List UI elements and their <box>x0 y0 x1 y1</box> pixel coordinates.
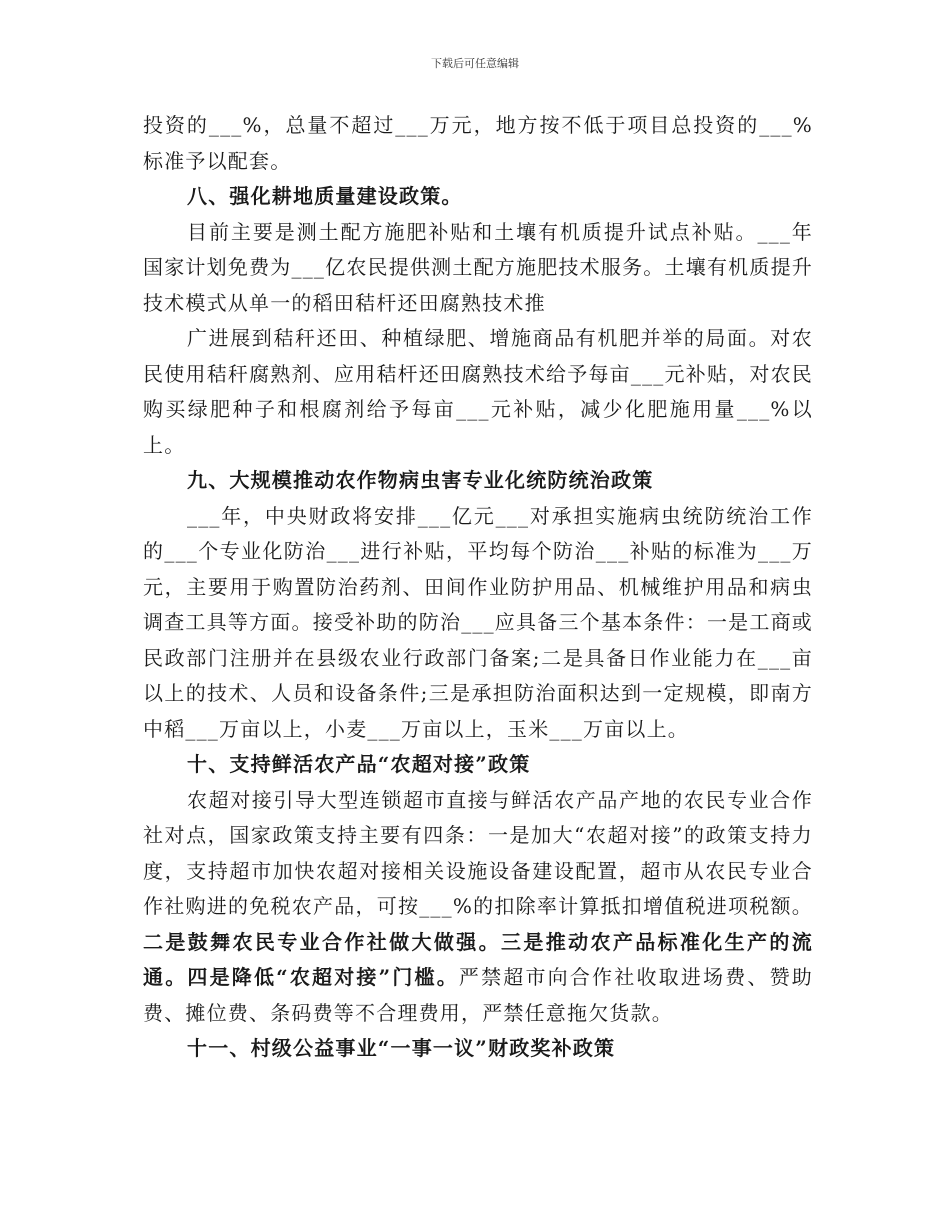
heading-section-9: 九、大规模推动农作物病虫害专业化统防统治政策 <box>187 468 654 492</box>
heading-section-8: 八、强化耕地质量建设政策。 <box>187 184 463 208</box>
document-body <box>143 108 813 1067</box>
farm-supermarket-text-bold: 二是鼓舞农民专业合作社做大做强。三是推动农产品标准化生产的流通。四是降低“农超对接”门槛。 <box>143 929 813 989</box>
paragraph-investment: 投资的___%，总量不超过___万元，地方按不低于项目总投资的___%标准予以配套。 <box>143 113 813 173</box>
paragraph-soil-testing: 目前主要是测土配方施肥补贴和土壤有机质提升试点补贴。___年国家计划免费为___亿农民提供测土配方施肥技术服务。土壤有机质提升技术模式从单一的稻田秸杆还田腐熟技术推 <box>143 219 813 315</box>
paragraph-pest-control: ___年，中央财政将安排___亿元___对承担实施病虫统防统治工作的___个专业化防治___进行补贴，平均每个防治___补贴的标准为___万元，主要用于购置防治药剂、田间作业防护用品、机械维护用品和病虫调查工具等方面。接受补助的防治___应具备三个基本条件：一是工商或民政部门注册并在县级农业行政部门备案;二是具备日作业能力在___亩以上的技术、人员和设备条件;三是承担防治面积达到一定规模，即南方中稻___万亩以上，小麦___万亩以上，玉米___万亩以上。 <box>143 503 813 741</box>
farm-supermarket-text-a: 农超对接引导大型连锁超市直接与鲜活农产品产地的农民专业合作社对点，国家政策支持主要有四条：一是加大“农超对接”的政策支持力度，支持超市加快农超对接相关设施设备建设配置，超市从农民专业合作社购进的免税农产品，可按___%的扣除率计算抵扣增值税进项税额。 <box>143 787 813 918</box>
heading-section-11: 十一、村级公益事业“一事一议”财政奖补政策 <box>187 1036 616 1060</box>
farm-supermarket-text-c: 严禁超市向合作社收取进场费、赞助费、摊位费、条码费等不合理费用，严禁任意拖欠货款。 <box>143 965 813 1025</box>
paragraph-farm-supermarket <box>143 783 813 1032</box>
page-header-note: 下载后可任意编辑 <box>431 57 519 70</box>
paragraph-straw-return: 广进展到秸秆还田、种植绿肥、增施商品有机肥并举的局面。对农民使用秸秆腐熟剂、应用秸杆还田腐熟技术给予每亩___元补贴，对农民购买绿肥种子和根腐剂给予每亩___元补贴，减少化肥施用量___%以上。 <box>143 326 813 457</box>
heading-section-10: 十、支持鲜活农产品“农超对接”政策 <box>187 752 531 776</box>
